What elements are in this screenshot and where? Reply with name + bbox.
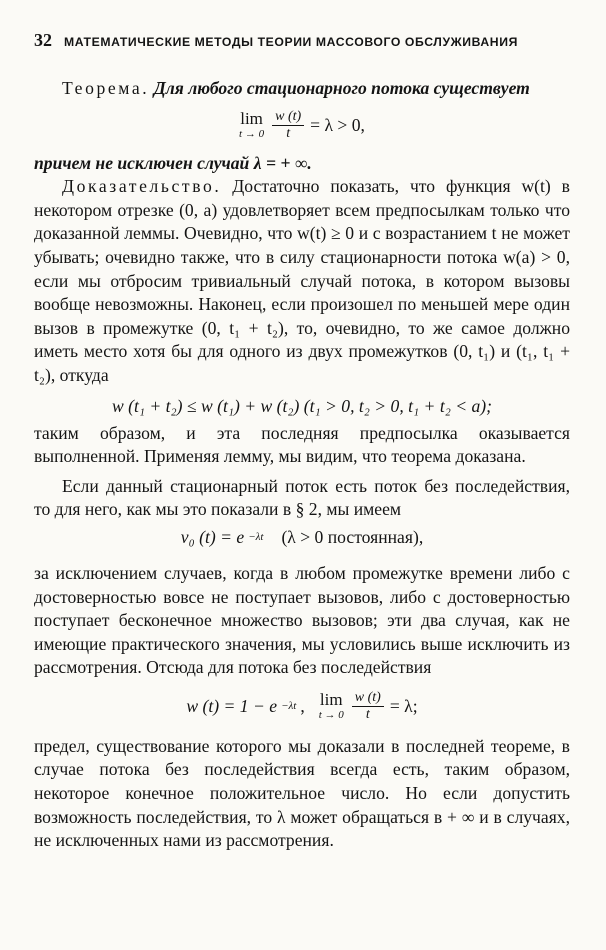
theorem-tail: причем не исключен случай λ = + ∞. <box>34 152 312 173</box>
paragraph-exclusion: за исключением случаев, когда в любом промежутке времени либо с достоверностью вовсе не поступает вызовов, либо с достоверностью поступает бесконечное множество вызовов; эти два случая, как не имеющие практического значения, мы условились выше исключить из рассмотрения. Отсюда для потока без последействия <box>34 562 570 678</box>
equation-w: w (t) = 1 − e −λt , lim t → 0 $\frac{w (t)}{t}$ = λ; <box>186 689 418 722</box>
paragraph-poisson: Если данный стационарный поток есть поток без последействия, то для него, как мы это показали в § 2, мы имеем <box>34 475 570 520</box>
w-lhs: w (t) = 1 − e <box>186 696 278 717</box>
proof-text: Достаточно показать, что функция w(t) в некотором отрезке (0, a) удовлетворяет всем предпосылкам только что доказанной леммы. Очевидно, что w(t) ≥ 0 и с возрастанием t не может убывать; очевидно также, что в силу стационарности потока w(a) > 0, если мы отбросим тривиальный случай потока, в котором вызовы вообще невозможны. Наконец, если произошел по меньшей мере один вызов в промежутке (0, t₁ + t₂), то, очевидно, то же самое должно иметь место хотя бы для одного из двух промежутков (0, t₁) и (t₁, t₁ + t₂), откуда <box>34 176 570 385</box>
paragraph-conclusion: таким образом, и эта последняя предпосылка оказывается выполненной. Применяя лемму, мы видим, что теорема доказана. <box>34 422 570 467</box>
proof-paragraph <box>34 175 570 387</box>
proof-label: Доказательство. <box>62 176 222 197</box>
poisson-lhs: v₀ (t) = e <box>180 526 245 547</box>
poisson-exponent: −λt <box>248 530 264 543</box>
theorem-statement: Для любого стационарного потока существует <box>153 78 530 98</box>
w-exponent: −λt <box>281 700 297 713</box>
subadditivity-inequality: w (t₁ + t₂) ≤ w (t₁) + w (t₂) (t₁ > 0, t₂ > 0, t₁ + t₂ < a); <box>111 395 493 416</box>
equation-rhs-2: = λ; <box>389 696 418 717</box>
limit-operator-2: lim t → 0 <box>318 690 344 722</box>
equation-limit <box>34 109 570 142</box>
running-header <box>34 30 570 51</box>
page-number: 32 <box>34 30 52 50</box>
paragraph-final: предел, существование которого мы доказали в последней теореме, в случае потока без последействия всегда есть, таким образом, некоторое конечное положительное число. Но если допустить возможность последействия, то λ может обращаться в + ∞ и в случаях, не исключенных нами из рассмотрения. <box>34 735 570 851</box>
poisson-condition: (λ > 0 постоянная), <box>281 526 424 547</box>
equation-poisson <box>34 526 570 548</box>
limit-operator: lim t → 0 <box>239 109 265 141</box>
theorem-label: Теорема. <box>62 78 150 98</box>
equation-rhs: = λ > 0, <box>310 115 365 136</box>
fraction: $\frac{w (t)}{t}$ <box>272 109 304 142</box>
running-title: МАТЕМАТИЧЕСКИЕ МЕТОДЫ ТЕОРИИ МАССОВОГО ОБСЛУЖИВАНИЯ <box>64 35 518 49</box>
fraction-2: $\frac{w (t)}{t}$ <box>352 690 384 723</box>
theorem-paragraph <box>34 77 570 101</box>
